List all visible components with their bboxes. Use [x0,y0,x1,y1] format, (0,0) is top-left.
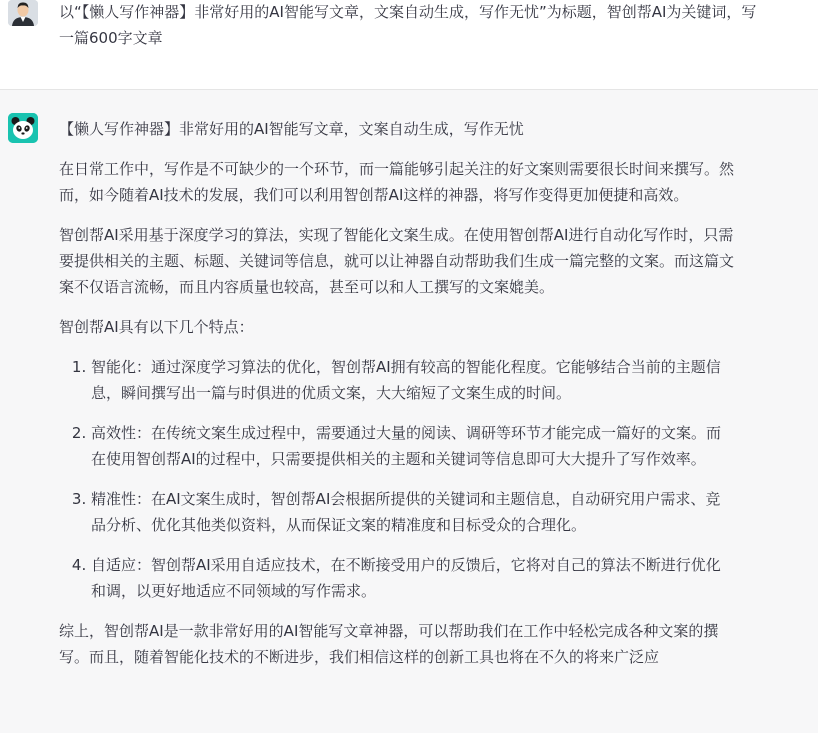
conclusion-paragraph: 综上，智创帮AI是一款非常好用的AI智能写文章神器，可以帮助我们在工作中轻松完成各种文案的撰写。而且，随着智能化技术的不断进步，我们相信这样的创新工具也将在不久的将来广泛应 [59,622,719,666]
paragraph: 智创帮AI采用基于深度学习的算法，实现了智能化文案生成。在使用智创帮AI进行自动化写作时，只需要提供相关的主题、标题、关键词等信息，就可以让神器自动帮助我们生成一篇完整的文案。而这篇文案不仅语言流畅，而且内容质量也较高，甚至可以和人工撰写的文案媲美。 [59,226,735,296]
paragraph: 智创帮AI具有以下几个特点： [59,318,254,336]
person-icon [8,0,38,26]
user-avatar [8,0,38,26]
assistant-message-content [59,116,734,684]
feature-list [59,354,734,604]
user-message [0,0,818,90]
list-item: 3. 精准性：在AI文案生成时，智创帮AI会根据所提供的关键词和主题信息，自动研究用户需求、竞品分析、优化其他类似资料，从而保证文案的精准度和目标受众的合理化。 [91,486,734,538]
list-item: 2. 高效性：在传统文案生成过程中，需要通过大量的阅读、调研等环节才能完成一篇好的文案。而在使用智创帮AI的过程中，只需要提供相关的主题和关键词等信息即可大大提升了写作效率。 [91,420,734,472]
list-item: 1. 智能化：通过深度学习算法的优化，智创帮AI拥有较高的智能化程度。它能够结合当前的主题信息，瞬间撰写出一篇与时俱进的优质文案，大大缩短了文案生成的时间。 [91,354,734,406]
assistant-message [0,90,818,733]
paragraph: 在日常工作中，写作是不可缺少的一个环节，而一篇能够引起关注的好文案则需要很长时间来撰写。然而，如今随着AI技术的发展，我们可以利用智创帮AI这样的神器，将写作变得更加便捷和高效。 [59,160,735,204]
list-item: 4. 自适应：智创帮AI采用自适应技术，在不断接受用户的反馈后，它将对自己的算法不断进行优化和调，以更好地适应不同领域的写作需求。 [91,552,734,604]
article-title: 【懒人写作神器】非常好用的AI智能写文章，文案自动生成，写作无忧 [59,120,524,138]
panda-avatar-icon [8,113,38,143]
user-message-text: 以“【懒人写作神器】非常好用的AI智能写文章，文案自动生成，写作无忧”为标题，智创帮AI为关键词，写一篇600字文章 [59,3,757,47]
panda-icon [8,113,38,143]
